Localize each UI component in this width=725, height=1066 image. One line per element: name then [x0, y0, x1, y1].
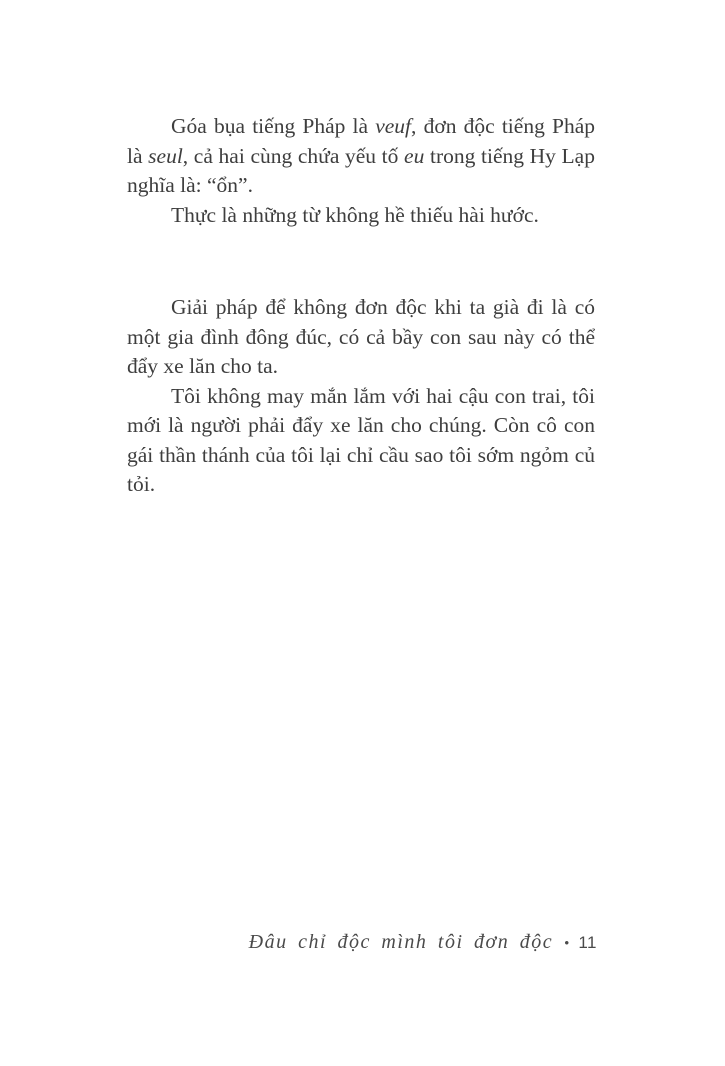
text-run: Thực là những từ không hề thiếu hài hước.: [171, 202, 539, 227]
page-footer: [249, 931, 597, 954]
running-title: Đâu chỉ độc mình tôi đơn độc: [248, 931, 554, 953]
body-text-paragraph: [127, 382, 595, 500]
body-text-paragraph: [127, 201, 595, 231]
body-text-paragraph: [127, 112, 595, 201]
text-run: trong tiếng Hy Lạp nghĩa là: “ổn”.: [127, 143, 595, 197]
italic-term: veuf: [375, 114, 412, 138]
page-number: 11: [578, 933, 597, 952]
page-text-block: [127, 112, 595, 500]
text-run: Góa bụa tiếng Pháp là: [171, 114, 376, 138]
text-run: , đơn độc tiếng Pháp là: [127, 114, 595, 168]
italic-term: seul: [148, 143, 183, 168]
text-run: , cả hai cùng chứa yếu tố: [182, 143, 405, 168]
footer-bullet-separator: •: [564, 936, 570, 952]
body-text-paragraph: [127, 293, 595, 382]
italic-term: eu: [404, 143, 425, 168]
text-run: Tôi không may mắn lắm với hai cậu con trai, tôi mới là người phải đẩy xe lăn cho chúng. Còn cô con gái thần thánh của tôi lại chỉ cầu sao tôi sớm ngỏm củ tỏi.: [127, 383, 595, 496]
text-run: Giải pháp để không đơn độc khi ta già đi là có một gia đình đông đúc, có cả bầy con sau này có thể đẩy xe lăn cho ta.: [127, 295, 595, 378]
